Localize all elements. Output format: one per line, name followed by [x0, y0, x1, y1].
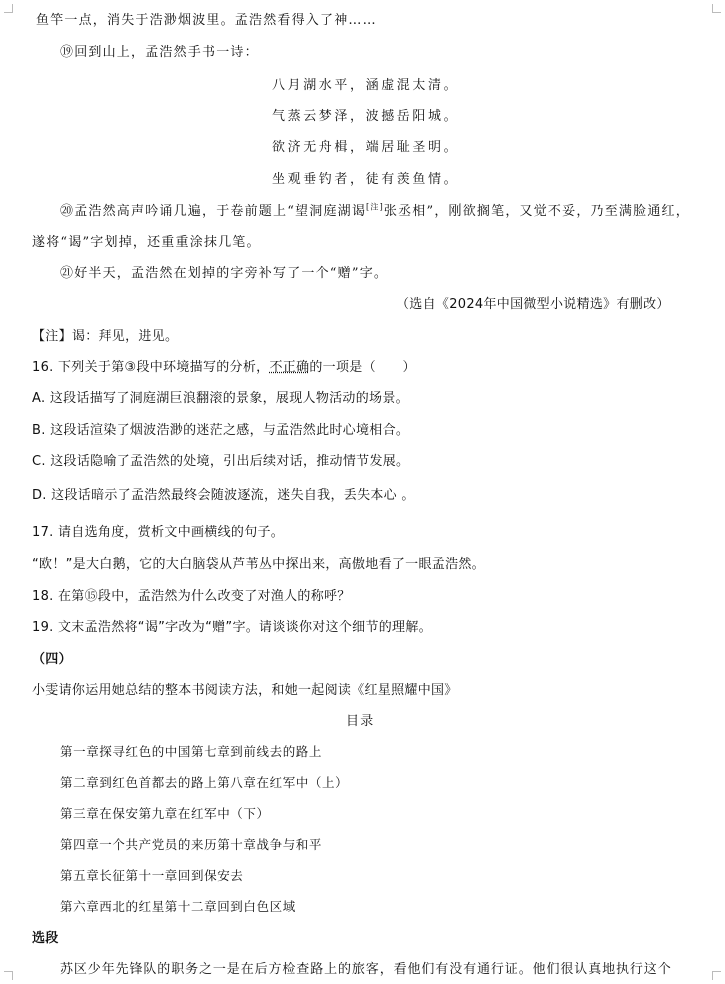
poem-line-4: 坐观垂钓者，徒有羡鱼情。 [272, 172, 460, 187]
toc-item-4: 第四章一个共产党员的来历第十章战争与和平 [60, 837, 323, 852]
question-16-emphasis: 不正确 [269, 360, 310, 375]
annotation-note: 【注】谒：拜见，进见。 [32, 329, 179, 344]
poem-line-1: 八月湖水平，涵虚混太清。 [272, 78, 460, 93]
paragraph-19: ⑲回到山上，孟浩然手书一诗： [60, 45, 259, 60]
paragraph-20-line-2: 遂将“谒”字划掉，还重重涂抹几笔。 [32, 235, 261, 250]
toc-item-3: 第三章在保安第九章在红军中（下） [60, 806, 270, 821]
paragraph-21: ㉑好半天，孟浩然在划掉的字旁补写了一个“赠”字。 [60, 266, 389, 281]
crop-mark-top-right [712, 4, 721, 13]
question-18: 18. 在第⑮段中，孟浩然为什么改变了对渔人的称呼？ [32, 589, 351, 604]
section-4-intro: 小雯请你运用她总结的整本书阅读方法，和她一起阅读《红星照耀中国》 [32, 683, 458, 698]
question-17: 17. 请自选角度，赏析文中画横线的句子。 [32, 525, 285, 540]
option-d: D. 这段话暗示了孟浩然最终会随波逐流，迷失自我，丢失本心 。 [32, 488, 415, 503]
question-17-quote: “欧！”是大白鹅，它的大白脑袋从芦苇丛中探出来，高傲地看了一眼孟浩然。 [32, 557, 485, 572]
toc-title: 目录 [346, 714, 375, 729]
toc-item-5: 第五章长征第十一章回到保安去 [60, 868, 244, 883]
paragraph-20-post: 张丞相”，刚欲搁笔，又觉不妥，乃至满脸通红， [383, 204, 690, 219]
toc-item-6: 第六章西北的红星第十二章回到白色区域 [60, 899, 296, 914]
excerpt-heading: 选段 [32, 931, 59, 946]
crop-mark-bottom-left [4, 971, 13, 980]
option-c: C. 这段话隐喻了孟浩然的处境，引出后续对话，推动情节发展。 [32, 454, 410, 469]
toc-item-1: 第一章探寻红色的中国第七章到前线去的路上 [60, 744, 323, 759]
crop-mark-top-left [4, 4, 13, 13]
story-line-continue: 鱼竿一点，消失于浩渺烟波里。孟浩然看得入了神…… [36, 13, 377, 28]
paragraph-20-pre: ⑳孟浩然高声吟诵几遍，于卷前题上“望洞庭湖谒 [60, 204, 367, 219]
crop-mark-bottom-right [712, 971, 721, 980]
poem-line-2: 气蒸云梦泽，波撼岳阳城。 [272, 109, 460, 124]
source-citation: （选自《2024年中国微型小说精选》有删改） [396, 297, 670, 312]
question-19: 19. 文末孟浩然将“谒”字改为“赠”字。请谈谈你对这个细节的理解。 [32, 620, 432, 635]
section-4-heading: （四） [32, 652, 72, 667]
poem-line-3: 欲济无舟楫，端居耻圣明。 [272, 140, 460, 155]
excerpt-line-1: 苏区少年先锋队的职务之一是在后方检查路上的旅客，看他们有没有通行证。他们很认真地执行这个 [60, 962, 672, 977]
question-16-post: 的一项是（ ） [309, 360, 416, 375]
toc-item-2: 第二章到红色首都去的路上第八章在红军中（上） [60, 775, 349, 790]
question-16-pre: 16. 下列关于第③段中环境描写的分析， [32, 360, 270, 375]
footnote-marker: [注] [366, 202, 384, 212]
question-16 [32, 359, 416, 377]
paragraph-20-line-1 [60, 203, 690, 221]
option-a: A. 这段话描写了洞庭湖巨浪翻滚的景象，展现人物活动的场景。 [32, 391, 409, 406]
option-b: B. 这段话渲染了烟波浩渺的迷茫之感，与孟浩然此时心境相合。 [32, 423, 410, 438]
